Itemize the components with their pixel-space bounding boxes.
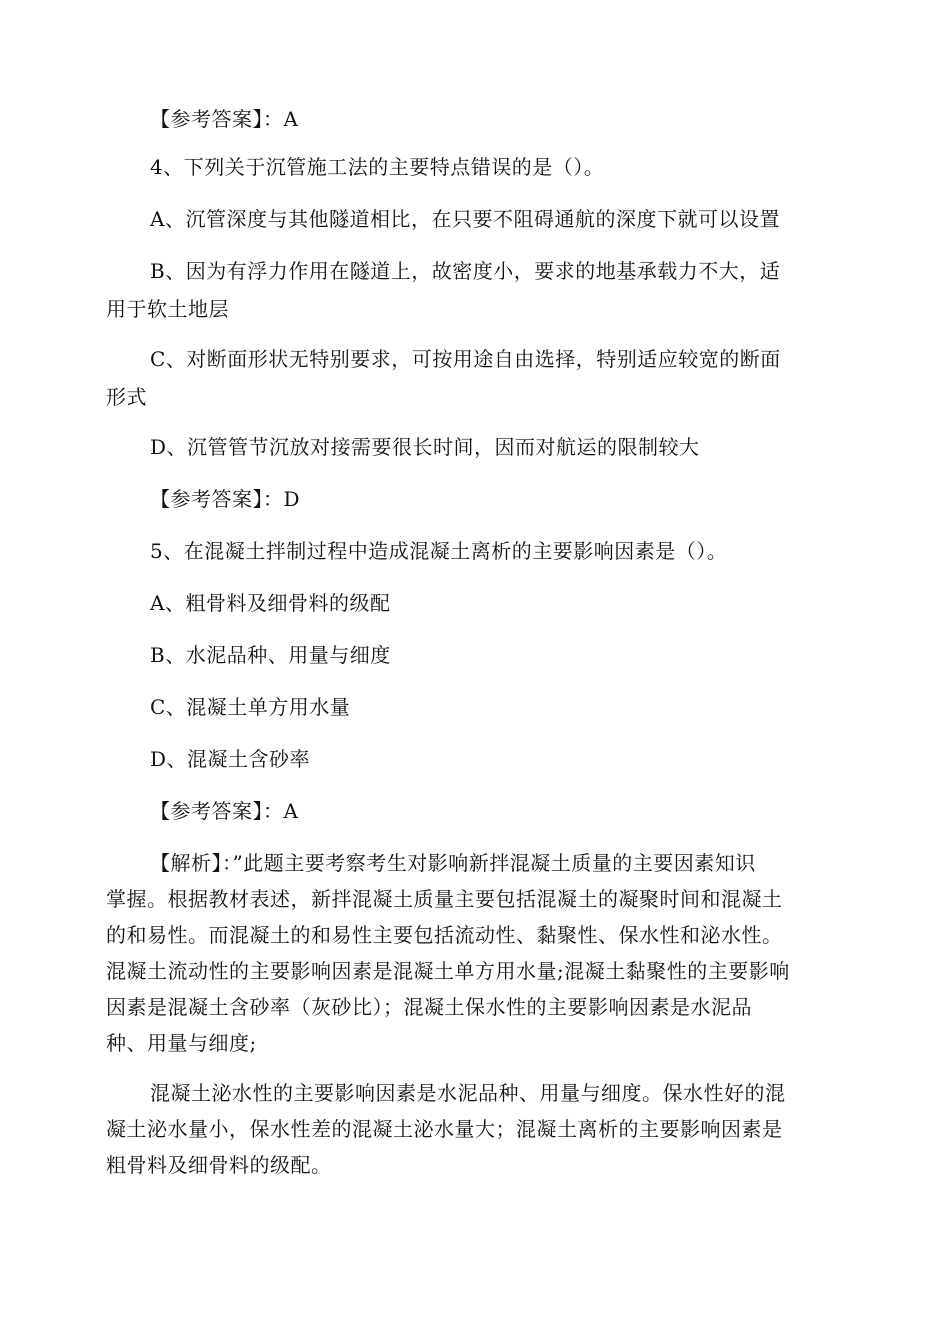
analysis-paragraph-2-line-3: 粗骨料及细骨料的级配。 — [106, 1153, 332, 1177]
question-4-option-c-line-1: C、对断面形状无特别要求，可按用途自由选择，特别适应较宽的断面 — [150, 347, 781, 371]
question-4-option-c-line-2: 形式 — [106, 385, 147, 409]
analysis-paragraph-2-line-2: 凝土泌水量小，保水性差的混凝土泌水量大；混凝土离析的主要影响因素是 — [106, 1117, 783, 1141]
analysis-paragraph-2-line-1: 混凝土泌水性的主要影响因素是水泥品种、用量与细度。保水性好的混 — [150, 1081, 786, 1105]
analysis-line-1: 【解析】：”此题主要考察考生对影响新拌混凝土质量的主要因素知识 — [150, 851, 756, 875]
question-5: 5、在混凝土拌制过程中造成混凝土离析的主要影响因素是（）。 — [150, 539, 728, 563]
analysis-line-5: 因素是混凝土含砂率（灰砂比）；混凝土保水性的主要影响因素是水泥品 — [106, 995, 752, 1019]
analysis-line-6: 种、用量与细度; — [106, 1031, 257, 1055]
analysis-line-3: 的和易性。而混凝土的和易性主要包括流动性、黏聚性、保水性和泌水性。 — [106, 923, 783, 947]
answer-question-4: 【参考答案】：D — [150, 487, 301, 511]
question-5-option-d: D、混凝土含砂率 — [150, 747, 311, 771]
question-5-option-b: B、水泥品种、用量与细度 — [150, 643, 391, 667]
answer-question-5: 【参考答案】：A — [150, 799, 299, 823]
question-4-option-b-line-1: B、因为有浮力作用在隧道上，故密度小，要求的地基承载力不大，适 — [150, 259, 781, 283]
question-4-option-b-line-2: 用于软土地层 — [106, 297, 229, 321]
question-4-option-d: D、沉管管节沉放对接需要很长时间，因而对航运的限制较大 — [150, 435, 700, 459]
analysis-line-2: 掌握。根据教材表述，新拌混凝土质量主要包括混凝土的凝聚时间和混凝土 — [106, 887, 783, 911]
question-4: 4、下列关于沉管施工法的主要特点错误的是（）。 — [150, 155, 605, 179]
analysis-line-4: 混凝土流动性的主要影响因素是混凝土单方用水量;混凝土黏聚性的主要影响 — [106, 959, 790, 983]
answer-previous: 【参考答案】：A — [150, 107, 299, 131]
question-5-option-c: C、混凝土单方用水量 — [150, 695, 351, 719]
question-4-option-a: A、沉管深度与其他隧道相比，在只要不阻碍通航的深度下就可以设置 — [150, 207, 780, 231]
question-5-option-a: A、粗骨料及细骨料的级配 — [150, 591, 391, 615]
